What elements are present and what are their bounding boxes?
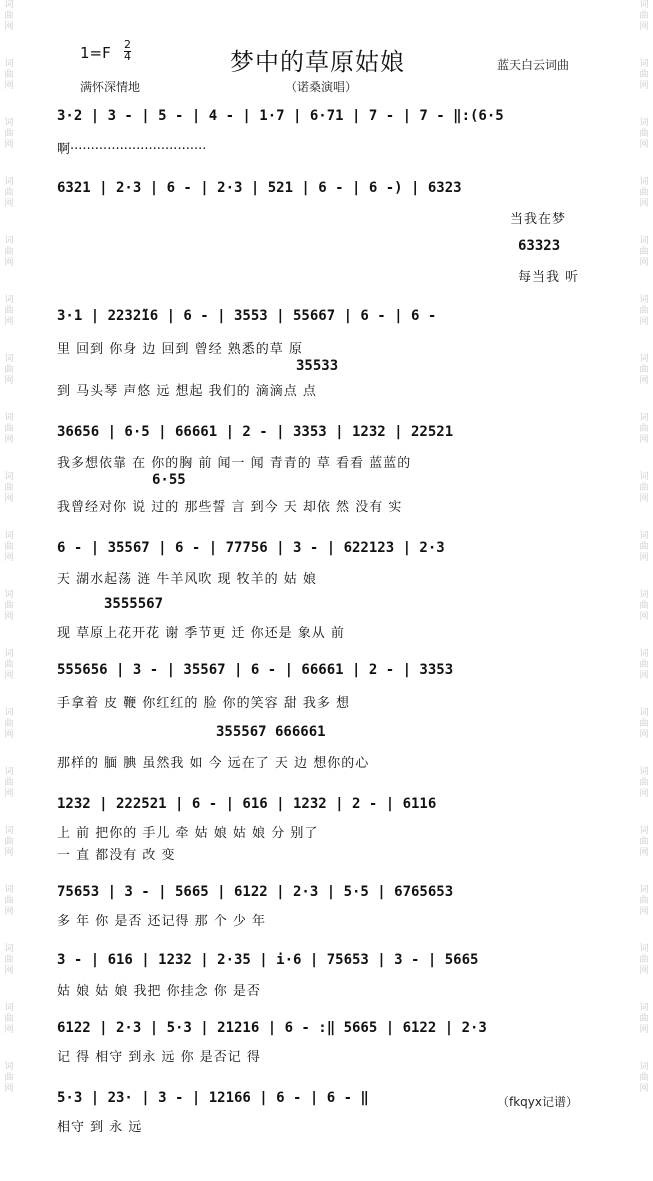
notation-line-1: 3·2 | 3 - | 5 - | 4 - | 1·7 | 6·71 | 7 - | 7 - ‖:(6·5 (57, 108, 504, 124)
lyric-line-1: 啊································· (57, 142, 207, 157)
time-signature-top: 2 (124, 38, 131, 51)
time-signature (124, 40, 131, 62)
lyric-line-2: 当我在梦 (510, 212, 567, 227)
lyric-line-3b: 到 马头琴 声悠 远 想起 我们的 滴滴点 点 (57, 384, 317, 399)
expression-mark: 满怀深情地 (80, 80, 141, 94)
watermark-right: 词曲网 词曲网 词曲网 词曲网 词曲网 词曲网 词曲网 词曲网 词曲网 词曲网 词曲网 词曲网 词曲网 词曲网 词曲网 词曲网 词曲网 词曲网 词曲网 (639, 0, 649, 1094)
lyric-line-4a: 我多想依靠 在 你的胸 前 闻一 闻 青青的 草 看看 蓝蓝的 (57, 456, 412, 471)
notation-line-3: 3·1 | 2232̈16 | 6 - | 3553 | 55667 | 6 - | 6 - (57, 308, 437, 324)
lyric-line-7a: 上 前 把你的 手儿 牵 姑 娘 姑 娘 分 别了 (57, 826, 319, 841)
lyric-line-8: 多 年 你 是否 还记得 那 个 少 年 (57, 914, 267, 929)
notation-line-11: 5·3 | 23· | 3 - | 12166 | 6 - | 6 - ‖ (57, 1090, 369, 1106)
notation-line-5: 6 - | 35567 | 6 - | 77756 | 3 - | 622123 | 2·3 (57, 540, 445, 556)
lyric-line-5b: 现 草原上花开花 谢 季节更 迁 你还是 象从 前 (57, 626, 345, 641)
notation-line-7: 1232 | 222521 | 6 - | 616 | 1232 | 2 - | 6116 (57, 796, 437, 812)
notation-line-9: 3 - | 616 | 1232 | 2·35 | i·6 | 75653 | 3 - | 5665 (57, 952, 479, 968)
time-signature-bottom: 4 (124, 50, 131, 63)
lyric-line-5a: 天 湖水起荡 涟 牛羊风吹 现 牧羊的 姑 娘 (57, 572, 317, 587)
notation-line-4: 36656 | 6·5 | 66661 | 2 - | 3353 | 1232 | 22521 (57, 424, 454, 440)
transcriber-credit: （fkqyx记谱） (497, 1095, 578, 1109)
notation-line-4b: 6·55 (152, 472, 186, 488)
notation-line-10: 6122 | 2·3 | 5·3 | 21216 | 6 - :‖ 5665 | 6122 | 2·3 (57, 1020, 487, 1036)
key-signature: 1=F (80, 44, 111, 62)
singer-credit: （诺桑演唱） (285, 80, 358, 94)
notation-line-2b: 63323 (518, 238, 561, 254)
song-title: 梦中的草原姑娘 (230, 48, 405, 76)
notation-line-6: 555656 | 3 - | 35567 | 6 - | 66661 | 2 - | 3353 (57, 662, 454, 678)
notation-line-8: 75653 | 3 - | 5665 | 6122 | 2·3 | 5·5 | 6765653 (57, 884, 454, 900)
lyric-line-2b: 每当我 听 (518, 270, 580, 285)
lyric-line-9: 姑 娘 姑 娘 我把 你挂念 你 是否 (57, 984, 261, 999)
lyric-line-6b: 那样的 腼 腆 虽然我 如 今 远在了 天 边 想你的心 (57, 756, 370, 771)
lyric-line-10: 记 得 相守 到永 远 你 是否记 得 (57, 1050, 261, 1065)
author-credit: 蓝天白云词曲 (497, 58, 570, 72)
lyric-line-6a: 手拿着 皮 鞭 你红红的 脸 你的笑容 甜 我多 想 (57, 696, 351, 711)
watermark-left: 词曲网 词曲网 词曲网 词曲网 词曲网 词曲网 词曲网 词曲网 词曲网 词曲网 词曲网 词曲网 词曲网 词曲网 词曲网 词曲网 词曲网 词曲网 词曲网 (4, 0, 14, 1094)
lyric-line-4b: 我曾经对你 说 过的 那些誓 言 到今 天 却依 然 没有 实 (57, 500, 403, 515)
lyric-line-11: 相守 到 永 远 (57, 1120, 143, 1135)
notation-line-2: 6321 | 2·3 | 6 - | 2·3 | 521 | 6 - | 6 -) | 6323 (57, 180, 462, 196)
notation-line-6b: 355567 666661 (216, 724, 326, 740)
lyric-line-7b: 一 直 都没有 改 变 (57, 848, 176, 863)
notation-line-3b: 35533 (296, 358, 339, 374)
lyric-line-3a: 里 回到 你身 边 回到 曾经 熟悉的草 原 (57, 342, 303, 357)
notation-line-5b: 3555567 (104, 596, 164, 612)
